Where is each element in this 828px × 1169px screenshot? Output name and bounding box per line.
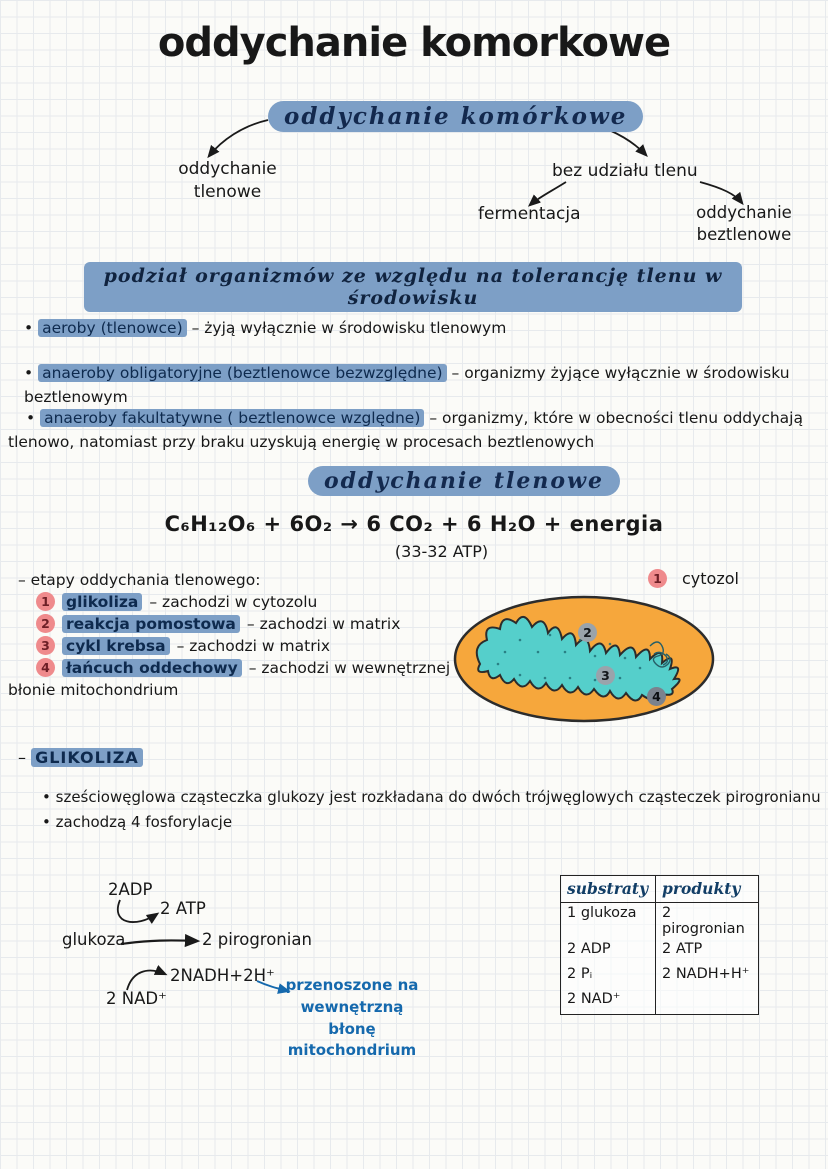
glycolysis-heading-line	[18, 748, 143, 767]
aerobic-section-heading: oddychanie tlenowe	[308, 466, 620, 496]
substrates-products-table	[560, 875, 759, 1015]
table-cell: 2 pirogronian	[662, 905, 745, 937]
term-definition: – organizmy, które w obecności tlenu oddychają tlenowo, natomiast przy braku uzyskują energię w procesach beztlenowych	[8, 409, 803, 452]
bullet-dot: •	[24, 319, 34, 337]
mindmap-root: oddychanie komórkowe	[268, 101, 643, 132]
atp-label: 2 ATP	[160, 899, 206, 918]
bullet-text: zachodzą 4 fosforylacje	[55, 813, 233, 831]
classification-heading: podział organizmów ze względu na tolerancję tlenu w środowisku	[84, 262, 742, 312]
mito-marker-4-badge: 4	[647, 687, 666, 706]
table-cell: 2 ADP	[561, 939, 656, 964]
nadh-label: 2NADH+2H⁺	[170, 966, 275, 985]
glycolysis-bullet	[42, 813, 232, 831]
arrow-to-fermentation	[530, 182, 566, 205]
table-cell: 1 glukoza	[561, 903, 656, 939]
cytozol-label: cytozol	[682, 569, 739, 588]
glycolysis-bullet	[42, 788, 822, 806]
term-highlight: anaeroby fakultatywne ( beztlenowce względne)	[40, 409, 424, 427]
stage-term: reakcja pomostowa	[62, 615, 240, 633]
stages-label: – etapy oddychania tlenowego:	[18, 571, 261, 589]
mito-marker-3-badge: 3	[596, 666, 615, 685]
arrow-nad-to-nadh	[127, 971, 165, 990]
table-cell	[656, 989, 758, 1014]
stage-term: glikoliza	[62, 593, 142, 611]
stage-number-badge: 3	[36, 636, 55, 655]
table-cell: 2 ATP	[662, 941, 703, 957]
mito-marker-2-badge: 2	[578, 623, 597, 642]
dash: –	[18, 748, 26, 767]
stage-item-reakcja-pomostowa	[36, 614, 400, 633]
mindmap-fermentation-label: fermentacja	[478, 204, 581, 224]
classification-item	[24, 316, 506, 340]
stage-term: cykl krebsa	[62, 637, 170, 655]
arrow-to-anaerobic	[700, 182, 742, 203]
arrow-root-to-aerobic	[209, 120, 268, 156]
bullet-dot: •	[24, 364, 34, 382]
arrow-adp-to-atp	[118, 900, 157, 922]
stage-desc: – zachodzi w matrix	[246, 614, 401, 633]
arrow-glucose-to-pyruvate	[121, 940, 197, 944]
stage-item-cykl-krebsa	[36, 636, 330, 655]
mindmap-no-oxygen-label: bez udziału tlenu	[552, 161, 698, 181]
stage-item-lancuch-oddechowy	[36, 658, 450, 677]
stage-number-badge: 1	[36, 592, 55, 611]
page-title: oddychanie komorkowe	[157, 20, 671, 66]
table-cell: 2 Pᵢ	[561, 964, 656, 989]
classification-item	[24, 361, 828, 409]
bullet-dot: •	[42, 813, 51, 831]
term-highlight: anaeroby obligatoryjne (beztlenowce bezwzględne)	[38, 364, 446, 382]
mindmap-aerobic-label: oddychanie tlenowe	[178, 159, 277, 202]
term-definition: – żyją wyłącznie w środowisku tlenowym	[191, 319, 507, 337]
stage-term: łańcuch oddechowy	[62, 659, 242, 677]
stage-number-badge: 2	[36, 614, 55, 633]
glycolysis-heading: GLIKOLIZA	[31, 748, 143, 767]
term-highlight: aeroby (tlenowce)	[38, 319, 187, 337]
stage-desc: – zachodzi w cytozolu	[149, 592, 318, 611]
classification-item	[8, 406, 820, 454]
mitochondrion-diagram	[450, 590, 718, 726]
cytozol-marker-badge: 1	[648, 569, 667, 588]
table-header-substraty: substraty	[561, 876, 656, 903]
atp-yield-note: (33-32 ATP)	[394, 542, 489, 561]
term-definition: – organizmy żyjące wyłącznie w środowisku beztlenowym	[24, 364, 790, 407]
stage-desc-continued: błonie mitochondrium	[8, 681, 179, 699]
adp-label: 2ADP	[108, 880, 153, 899]
bullet-text: sześciowęglowa cząsteczka glukozy jest rozkładana do dwóch trójwęglowych cząsteczek pirogronianu	[55, 788, 821, 806]
stage-desc: – zachodzi w wewnętrznej	[248, 658, 451, 677]
glucose-label: glukoza	[62, 930, 126, 949]
table-cell: 2 NADH+H⁺	[662, 966, 750, 982]
stage-desc: – zachodzi w matrix	[176, 636, 331, 655]
stage-number-badge: 4	[36, 658, 55, 677]
table-cell: 2 NAD⁺	[561, 989, 656, 1014]
nad-label: 2 NAD⁺	[106, 989, 167, 1008]
pyruvate-label: 2 pirogronian	[202, 930, 312, 949]
bullet-dot: •	[26, 409, 36, 427]
table-header-produkty: produkty	[656, 876, 758, 903]
respiration-equation: C₆H₁₂O₆ + 6O₂ → 6 CO₂ + 6 H₂O + energia	[164, 512, 664, 536]
bullet-dot: •	[42, 788, 51, 806]
membrane-transfer-note: przenoszone na wewnętrzną błonę mitochondrium	[285, 976, 419, 1060]
stage-item-glikoliza	[36, 592, 317, 611]
mindmap-anaerobic-label: oddychanie beztlenowe	[696, 203, 792, 245]
